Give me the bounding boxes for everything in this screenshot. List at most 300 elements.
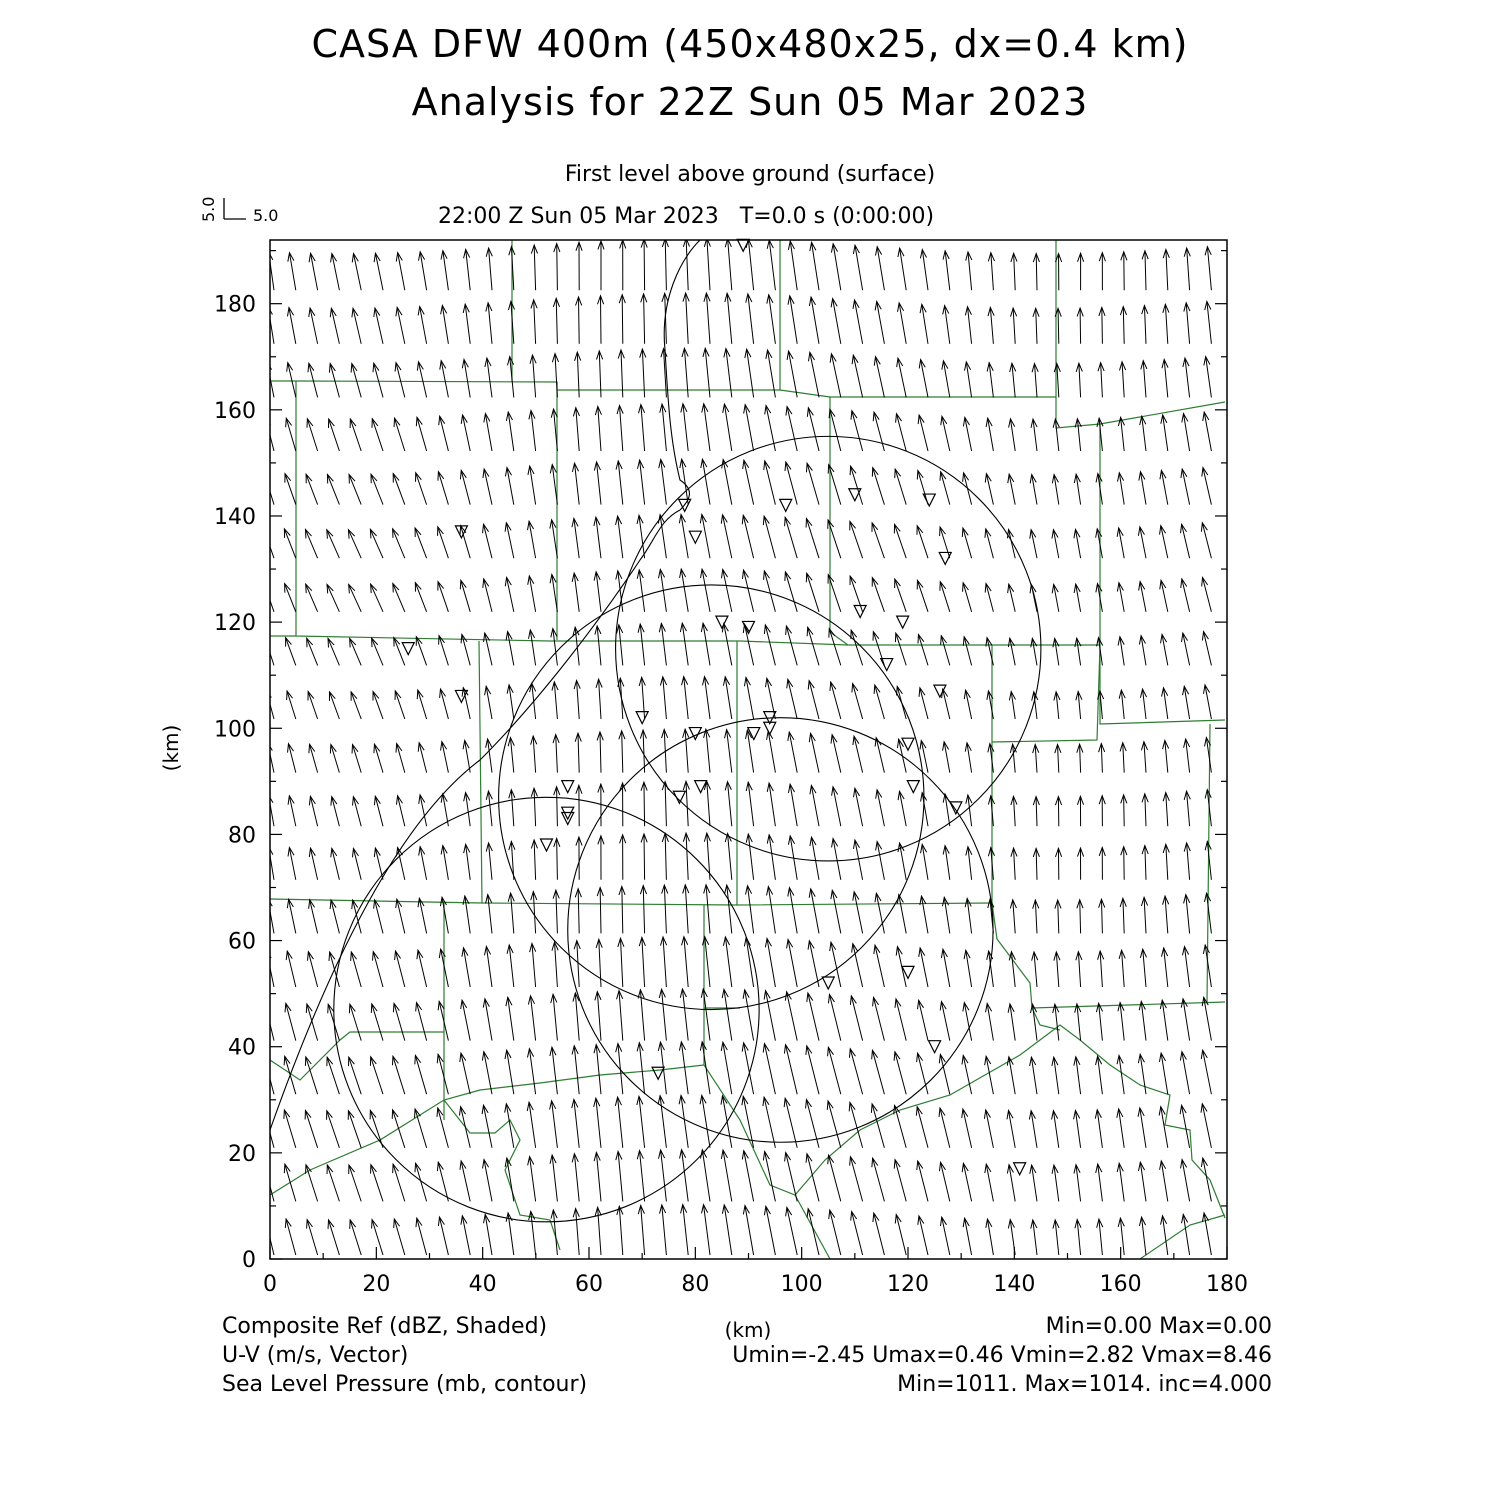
wind-vector [785,1098,797,1148]
x-tick-label: 100 [780,1272,823,1297]
wind-vector [306,1165,318,1202]
wind-vector [530,996,535,1041]
wind-vector [639,1151,644,1202]
wind-vector [917,580,928,611]
x-tick-label: 60 [575,1272,603,1297]
wind-vector [534,300,536,344]
wind-vector [1079,363,1081,397]
wind-vector [764,1044,775,1095]
wind-vector [808,627,819,665]
wind-vector [1141,1001,1146,1040]
wind-vector [941,472,950,505]
wind-vector [850,576,862,612]
wind-vector [351,952,361,987]
wind-vector [964,637,971,666]
wind-vector [832,735,841,773]
wind-vector [1033,1220,1037,1255]
wind-vector [873,1158,885,1201]
wind-vector [684,677,688,719]
wind-vector [327,1111,340,1148]
wind-vector [1123,898,1124,933]
wind-vector-head [264,473,270,482]
station-marker [1014,1163,1026,1175]
wind-vector [327,1057,339,1094]
wind-vector [807,573,819,612]
wind-vector [661,623,666,665]
x-tick-label: 180 [1206,1272,1248,1297]
wind-vector [704,404,710,451]
wind-vector [597,462,601,505]
wind-vector [374,363,383,397]
wind-vector [895,1105,907,1147]
y-tick-label: 140 [214,504,256,530]
wind-vector [1058,900,1059,933]
wind-vector [438,582,448,612]
wind-vector [600,732,601,773]
wind-vector [968,847,972,880]
wind-vector [534,788,536,826]
wind-vector [600,296,601,344]
wind-vector [306,1057,318,1094]
wind-vector [1036,308,1037,343]
station-marker [854,606,866,618]
wind-vector [533,892,535,934]
wind-vector [531,411,536,451]
wind-vector [416,1163,427,1201]
wind-vector [1058,308,1059,343]
wind-vector [372,1220,383,1255]
wind-vector [1036,254,1037,291]
wind-vector [393,584,405,612]
wind-vector [986,584,993,612]
wind-vector [920,688,928,719]
wind-vector [1145,846,1146,880]
wind-vector [808,1209,819,1255]
wind-vector [743,515,753,558]
wind-vector [371,1165,383,1202]
wind-vector [396,363,405,398]
wind-vector [661,1150,667,1201]
wind-vector [1204,632,1212,666]
wind-vector [438,1108,449,1148]
wind-vector [644,294,645,344]
wind-vector [873,632,884,666]
wind-vector [327,475,339,505]
wind-vector [1123,307,1124,344]
wind-vector [852,411,863,451]
wind-vector [394,1003,405,1040]
wind-vector [686,238,688,290]
wind-vector [352,364,361,398]
x-tick-label: 140 [993,1272,1036,1297]
wind-vector [830,1210,841,1255]
wind-vector [287,691,296,719]
wind-vector [829,994,840,1040]
wind-vector [986,529,994,558]
wind-vector [622,886,623,933]
wind-vector [374,744,383,772]
wind-vector [786,462,797,505]
wind-vector [644,834,645,880]
wind-vector [461,1107,471,1148]
wind-vector [350,1004,361,1040]
wind-vector [853,944,863,987]
wind-vector [329,419,340,451]
wind-vector [918,635,928,666]
wind-vector [1101,744,1102,773]
wind-vector [264,473,274,505]
wind-vector [328,1220,339,1255]
wind-vector [1185,358,1190,397]
wind-vector [1101,363,1103,398]
wind-vector [353,308,361,343]
wind-vector [807,1154,819,1202]
wind-vector [349,1057,361,1094]
wind-vector [707,238,710,290]
pressure-contour [499,585,924,1010]
wind-vector [534,245,535,290]
wind-vector [1080,900,1081,934]
pressure-contour [568,718,993,1143]
wind-vector [683,404,688,451]
wind-vector [370,529,383,558]
wind-vector [940,1108,950,1148]
wind-vector [397,744,405,773]
wind-vector-head [264,583,270,592]
wind-vector [488,895,492,934]
wind-vector [828,1101,841,1148]
wind-vector [348,1111,361,1148]
wind-vector [618,461,623,505]
wind-vector [371,584,383,612]
wind-vector [556,298,557,343]
wind-vector [664,885,666,933]
y-tick-label: 100 [214,717,256,743]
wind-vector [556,735,558,773]
wind-vector [705,937,710,987]
wind-vector [918,1161,928,1201]
wind-vector [1166,844,1168,879]
wind-vector [963,1109,972,1148]
wind-vector [940,527,950,558]
wind-vector [353,797,361,827]
wind-vector [727,730,732,773]
y-tick-label: 180 [214,292,256,318]
wind-vector [418,690,427,719]
wind-stats: Umin=-2.45 Umax=0.46 Vmin=2.82 Vmax=8.46 [732,1343,1272,1368]
wind-vector [765,461,776,505]
wind-vector [395,951,404,987]
wind-vector [1144,306,1146,344]
wind-vector [807,1046,819,1094]
wind-vector [393,1056,405,1094]
wind-vector [809,681,819,719]
wind-vector [307,1004,318,1041]
wind-vector [852,1212,863,1255]
wind-vector [461,470,470,504]
wind-vector [393,1110,405,1148]
wind-vector [1013,308,1015,344]
wind-vector [941,1162,950,1201]
wind-vector [787,992,798,1041]
wind-vector [351,692,361,719]
wind-vector [353,848,361,879]
wind-vector [660,1096,666,1148]
wind-vector [330,364,339,398]
wind-vector [415,583,426,612]
wind-vector [1035,900,1037,933]
wind-vector [397,899,405,933]
wind-vector [350,419,361,451]
wind-vector [307,638,318,665]
wind-vector [1014,848,1016,880]
wind-vector [1121,417,1125,451]
wind-vector [371,1057,383,1094]
wind-vector [748,834,753,880]
wind-vector [897,686,906,719]
y-axis-label: (km) [159,724,183,772]
wind-vector [642,938,645,987]
wind-vector [350,638,362,665]
wind-vector [310,900,318,934]
wind-vector [639,1043,644,1095]
wind-vector [415,528,427,558]
station-marker [902,738,914,750]
wind-vector [896,414,906,451]
wind-vector [327,1165,339,1201]
station-marker [929,1041,941,1053]
wind-vector [643,886,644,934]
y-tick-label: 0 [242,1248,256,1273]
y-tick-label: 80 [228,823,256,849]
wind-vector [599,939,601,987]
wind-vector [872,523,884,558]
vector-key [199,197,278,225]
station-marker [652,1067,664,1079]
wind-vector [419,743,426,773]
wind-vector [788,679,797,719]
wind-vector [661,460,667,505]
wind-vector [1055,419,1058,451]
wind-vector [285,1056,296,1094]
wind-vector [575,463,580,504]
station-marker [716,616,728,628]
wind-vector [917,526,928,558]
wind-vector [618,1097,623,1148]
wind-vector [373,692,383,719]
wind-vector [556,890,558,933]
pressure-stats: Min=1011. Max=1014. inc=4.000 [897,1372,1272,1397]
wind-vector [393,529,405,558]
vector-key-v-label: 5.0 [199,196,218,222]
wind-vector [622,731,623,773]
wind-vector [831,682,841,719]
wind-vector [329,692,339,719]
wind-vector [640,460,645,505]
wind-vector [331,900,339,933]
wind-vector [1184,947,1189,987]
wind-vector [438,472,448,505]
wind-vector [309,363,318,397]
station-marker [822,977,834,989]
wind-vector [1164,948,1168,987]
x-axis-label: (km) [724,1318,772,1342]
wind-vector [872,578,884,612]
wind-vector [286,1003,296,1040]
wind-vector [851,466,863,504]
wind-vector [895,469,906,504]
wind-vector [285,474,296,505]
wind-vector [1080,744,1081,772]
wind-vector [968,307,972,344]
wind-vector [806,519,819,559]
wind-vector [1102,307,1103,343]
x-tick-label: 160 [1099,1272,1142,1297]
wind-vector [349,584,362,611]
wind-vector [285,584,296,612]
wind-vector [872,1050,884,1094]
station-marker [402,643,414,655]
reflectivity-stats: Min=0.00 Max=0.00 [1045,1314,1272,1339]
wind-vector-head [263,528,269,537]
wind-vector [829,629,841,666]
wind-vector [851,996,862,1041]
station-marker [636,712,648,724]
wind-vector [725,937,731,987]
wind-vector [418,950,427,987]
wind-vector [723,1096,732,1148]
wind-vector [306,474,318,504]
wind-vector [285,1164,296,1201]
wind-vector [534,840,536,880]
pressure-contour [334,797,759,1222]
wind-vector [682,989,688,1041]
wind-vector [727,885,732,933]
wind-vector-head [264,1003,270,1012]
wind-vector [327,584,339,611]
station-marker [897,616,909,628]
x-tick-label: 120 [887,1272,929,1297]
wind-vector [618,516,623,558]
wind-vector [372,419,383,451]
analysis-time-title: Analysis for 22Z Sun 05 Mar 2023 [411,80,1089,124]
wind-vector [686,833,688,880]
wind-vector [574,1046,579,1094]
wind-vector [352,744,361,772]
wind-vector [644,782,645,826]
wind-vector [785,517,797,558]
wind-vector [786,626,797,665]
wind-vector [483,524,492,558]
wind-vector [874,997,885,1040]
axis-ticks [270,251,1227,1259]
wind-vector [1142,1217,1146,1255]
wind-vector [461,1161,470,1201]
wind-vector [785,1045,797,1095]
wind-vector [895,524,907,558]
wind-vector [683,1205,688,1255]
wind-vector [787,1207,797,1255]
wind-vector [850,1157,862,1202]
wind-vector [940,582,950,612]
wind-vector [682,1150,689,1202]
wind-vector [288,744,295,773]
wind-vector [1202,523,1211,558]
wind-vector [764,516,775,558]
wind-vector [307,1220,317,1255]
wind-vector [850,1102,863,1147]
wind-vector [764,1097,775,1148]
wind-vector-head [266,898,272,907]
wind-vector [785,572,797,612]
station-marker [907,781,919,793]
wind-vector [643,730,645,773]
wind-vector [509,945,514,987]
wind-vector [644,239,645,290]
wind-vector [574,1154,579,1202]
wind-vector [596,1098,601,1148]
wind-vector [963,583,971,612]
wind-vector [1186,739,1190,773]
wind-vector [310,744,318,772]
wind-vector [1124,847,1125,880]
wind-vector [578,733,579,772]
wind-vector [748,294,754,344]
wind-vector [263,528,274,558]
wind-vector [765,625,775,665]
wind-vector [1145,251,1146,290]
wind-vector [263,1109,274,1148]
wind-vector [461,1053,470,1094]
wind-vector [874,412,884,451]
wind-vector [941,636,950,666]
wind-vector-head [263,1163,269,1172]
wind-vector [640,624,644,665]
wind-vector [440,689,448,719]
wind-vector [704,1205,710,1255]
wind-vector [596,517,601,558]
wind-vector [1182,524,1190,558]
wind-field-label: U-V (m/s, Vector) [222,1343,409,1368]
wind-vector [264,1163,274,1201]
wind-vector [331,745,340,773]
wind-vector [349,475,361,505]
wind-vector [685,885,688,934]
wind-vector [286,638,296,666]
wind-vector [307,419,317,451]
wind-vector [308,692,317,719]
wind-vector [808,993,819,1041]
wind-vector [896,999,906,1041]
wind-vector [415,1055,426,1094]
wind-vector [1182,579,1190,612]
wind-vector [306,584,318,612]
wind-vector [394,638,405,666]
wind-vector [964,473,972,505]
wind-vector [622,295,623,344]
wind-vector [286,1219,296,1255]
station-marker [562,781,574,793]
wind-vector [348,530,361,558]
wind-vector [438,1054,448,1094]
station-markers [402,239,1025,1174]
wind-vector [349,1165,361,1201]
wind-vector [744,460,754,504]
wind-vector [744,1151,754,1202]
wind-vector [332,848,340,879]
wind-vector [332,797,340,827]
station-marker [939,552,951,564]
